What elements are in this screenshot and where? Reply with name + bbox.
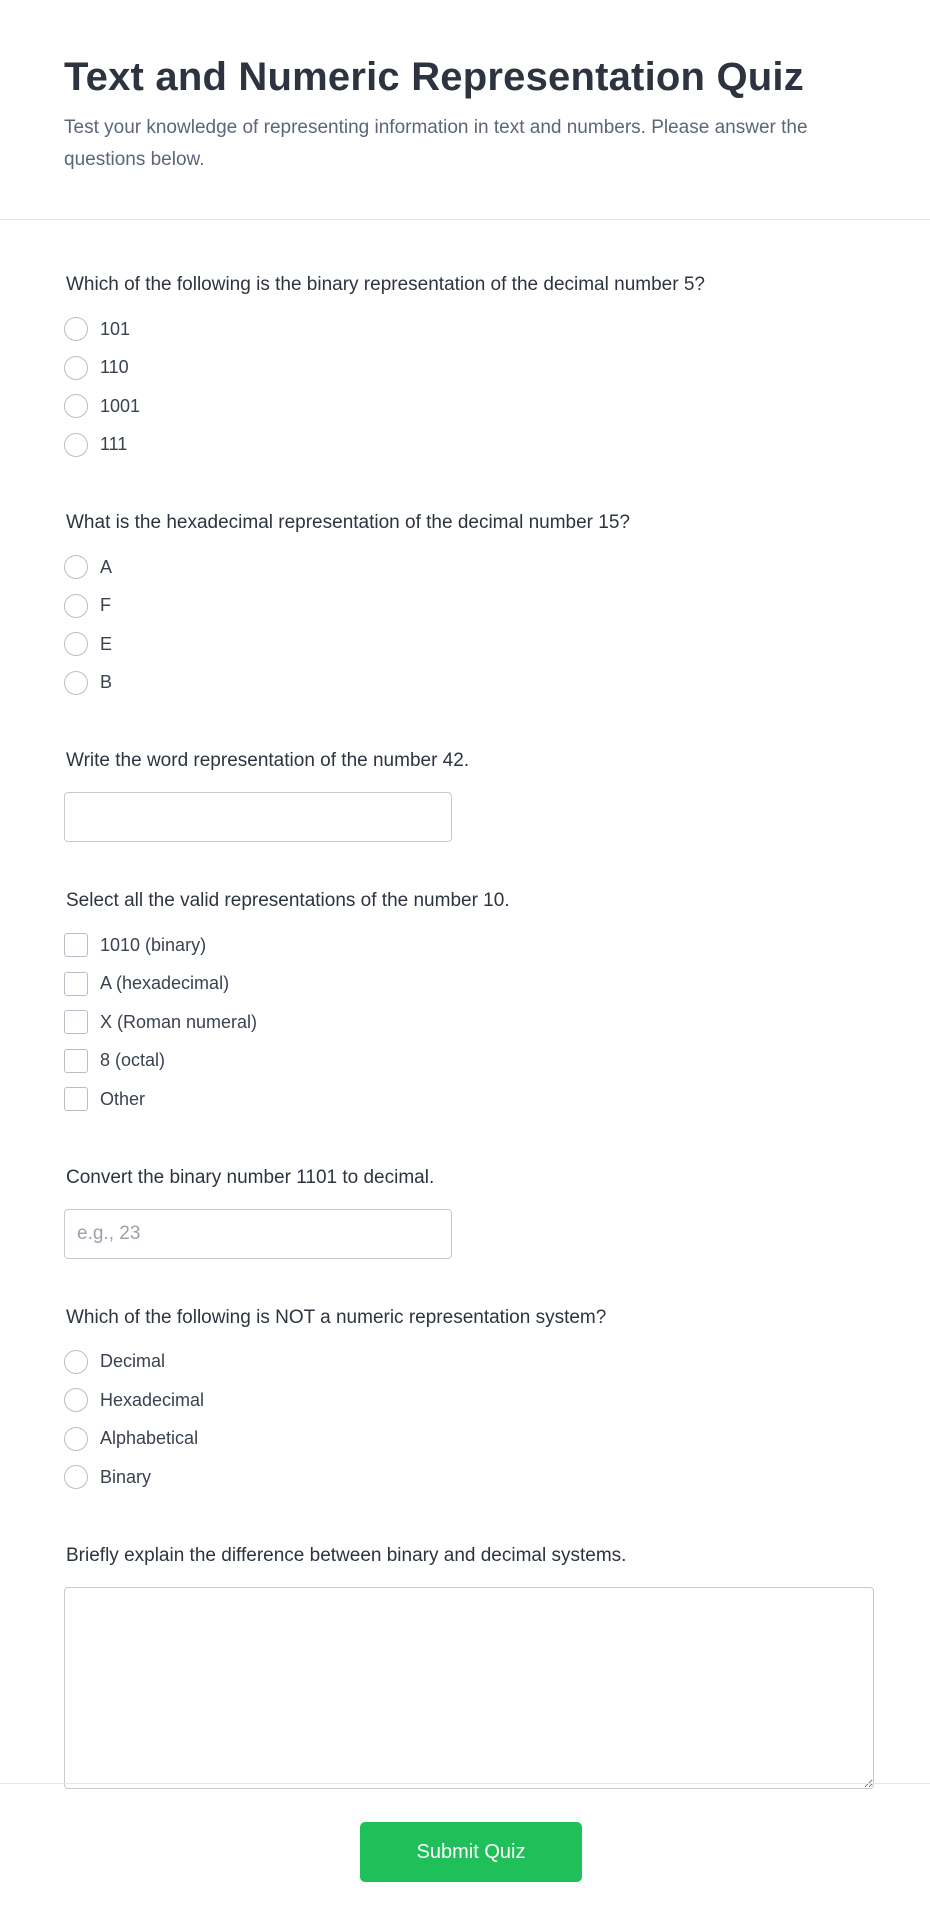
option-octal[interactable] [64,1042,866,1081]
checkbox[interactable] [64,1010,88,1034]
option-label: B [100,672,113,693]
option-a[interactable] [64,548,866,587]
option-label: Binary [100,1466,152,1487]
radio-button[interactable] [64,394,88,418]
option-binary[interactable] [64,1458,866,1497]
option-roman[interactable] [64,1003,866,1042]
question-5 [64,1163,866,1259]
option-101[interactable] [64,310,866,349]
binary-conversion-input[interactable] [64,1209,452,1259]
question-label: Write the word representation of the number 42. [66,750,470,771]
option-label: Other [100,1088,146,1109]
option-label: A [100,556,113,577]
option-e[interactable] [64,625,866,664]
option-label: 101 [100,318,131,339]
radio-button[interactable] [64,433,88,457]
option-hexadecimal[interactable] [64,965,866,1004]
option-label: 111 [100,434,128,455]
option-label: Hexadecimal [100,1389,205,1410]
checkbox[interactable] [64,972,88,996]
radio-button[interactable] [64,555,88,579]
option-label: Decimal [100,1351,166,1372]
question-label: Which of the following is NOT a numeric representation system? [66,1306,607,1328]
radio-button[interactable] [64,1427,88,1451]
option-label: X (Roman numeral) [100,1011,258,1032]
option-110[interactable] [64,349,866,388]
option-label: 1001 [100,395,141,416]
option-label: Alphabetical [100,1428,199,1449]
checkbox[interactable] [64,933,88,957]
radio-button[interactable] [64,356,88,380]
option-label: F [100,595,111,616]
option-label: E [100,633,113,654]
option-label: 8 (octal) [100,1050,166,1071]
option-binary[interactable] [64,926,866,965]
radio-button[interactable] [64,594,88,618]
checkbox[interactable] [64,1087,88,1111]
option-decimal[interactable] [64,1343,866,1382]
page-title: Text and Numeric Representation Quiz [64,55,804,99]
option-label: 110 [100,357,129,378]
radio-button[interactable] [64,317,88,341]
radio-button[interactable] [64,632,88,656]
question-7 [64,1541,866,1789]
radio-button[interactable] [64,1388,88,1412]
page-subtitle: Test your knowledge of representing information in text and numbers. Please answer the questions below. [64,117,808,170]
submit-quiz-button[interactable]: Submit Quiz [360,1822,582,1882]
question-label: Convert the binary number 1101 to decimal. [66,1166,435,1188]
quiz-form [0,220,930,1789]
option-hexadecimal[interactable] [64,1381,866,1420]
question-4 [64,886,866,1119]
radio-button[interactable] [64,671,88,695]
option-label: 1010 (binary) [100,934,207,955]
quiz-header [0,0,930,220]
word-representation-input[interactable] [64,792,452,842]
question-label: Briefly explain the difference between binary and decimal systems. [66,1544,627,1566]
quiz-footer [0,1783,930,1932]
question-1 [64,270,866,464]
checkbox[interactable] [64,1049,88,1073]
question-label: Select all the valid representations of the number 10. [66,890,510,911]
radio-button[interactable] [64,1465,88,1489]
question-3 [64,746,866,842]
question-2 [64,508,866,702]
option-b[interactable] [64,664,866,703]
option-label: A (hexadecimal) [100,973,230,994]
option-111[interactable] [64,426,866,465]
option-f[interactable] [64,587,866,626]
question-label: What is the hexadecimal representation of the decimal number 15? [66,512,630,533]
question-6 [64,1303,866,1497]
radio-button[interactable] [64,1350,88,1374]
question-label: Which of the following is the binary representation of the decimal number 5? [66,274,705,295]
option-other[interactable] [64,1080,866,1119]
explanation-textarea[interactable] [64,1587,874,1789]
option-alphabetical[interactable] [64,1420,866,1459]
option-1001[interactable] [64,387,866,426]
